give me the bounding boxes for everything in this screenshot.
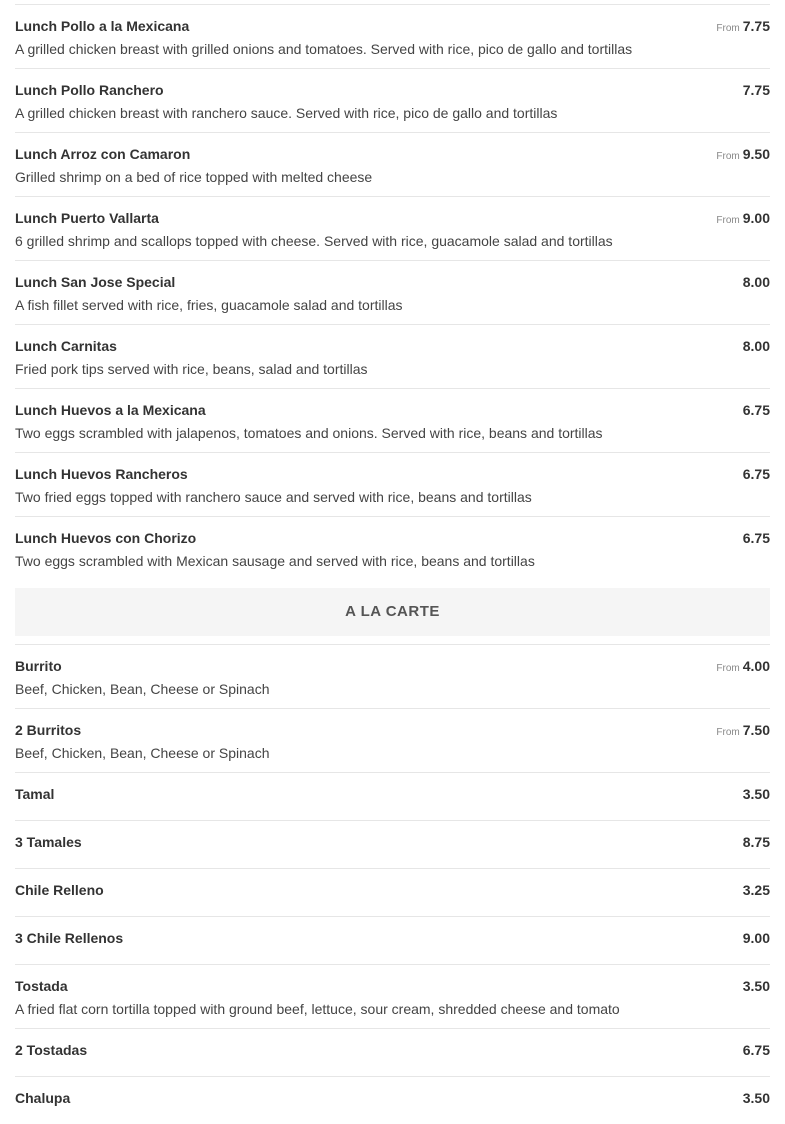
- menu-item-description: A fish fillet served with rice, fries, guacamole salad and tortillas: [15, 297, 403, 313]
- menu-item-name: Lunch Huevos con Chorizo: [15, 530, 197, 546]
- price-value: 6.75: [742, 530, 770, 546]
- menu-item-description: Grilled shrimp on a bed of rice topped with melted cheese: [15, 169, 373, 185]
- section-header-a-la-carte: A LA CARTE: [15, 588, 770, 636]
- menu-item[interactable]: [15, 196, 770, 260]
- menu-item-price: [716, 146, 770, 162]
- menu-item-name: Lunch Pollo a la Mexicana: [15, 18, 190, 34]
- menu-item-name: Burrito: [15, 658, 62, 674]
- menu-item-price: [743, 882, 770, 898]
- menu-item-name: Lunch Carnitas: [15, 338, 117, 354]
- menu-item-name: Lunch Pollo Ranchero: [15, 82, 164, 98]
- menu-item-price: [743, 338, 770, 354]
- menu-list: [15, 4, 770, 1124]
- menu-item-name: Lunch Puerto Vallarta: [15, 210, 159, 226]
- from-label: From: [716, 151, 740, 162]
- menu-item[interactable]: [15, 516, 770, 580]
- from-label: From: [716, 23, 740, 34]
- price-value: 7.75: [742, 18, 770, 34]
- from-label: From: [716, 663, 740, 674]
- price-value: 6.75: [742, 1042, 770, 1058]
- menu-item-name: Chalupa: [15, 1090, 71, 1106]
- price-value: 8.75: [742, 834, 770, 850]
- menu-item[interactable]: [15, 964, 770, 1028]
- menu-item-description: Fried pork tips served with rice, beans, salad and tortillas: [15, 361, 368, 377]
- price-value: 4.00: [742, 658, 770, 674]
- menu-item-description: Beef, Chicken, Bean, Cheese or Spinach: [15, 681, 270, 697]
- menu-item[interactable]: [15, 644, 770, 708]
- spacer: [15, 636, 770, 644]
- menu-item-name: Lunch Huevos a la Mexicana: [15, 402, 206, 418]
- menu-item-description: Two eggs scrambled with jalapenos, tomatoes and onions. Served with rice, beans and tortillas: [15, 425, 603, 441]
- menu-item[interactable]: [15, 452, 770, 516]
- menu-item-price: [743, 978, 770, 994]
- menu-item[interactable]: [15, 132, 770, 196]
- price-value: 3.25: [742, 882, 770, 898]
- menu-item-price: [716, 658, 770, 674]
- menu-item-price: [743, 786, 770, 802]
- price-value: 9.50: [742, 146, 770, 162]
- menu-item-price: [743, 1042, 770, 1058]
- menu-item-name: Tostada: [15, 978, 68, 994]
- menu-item[interactable]: [15, 708, 770, 772]
- from-label: From: [716, 727, 740, 738]
- price-value: 9.00: [742, 210, 770, 226]
- menu-item-price: [743, 530, 770, 546]
- menu-item-price: [743, 1090, 770, 1106]
- price-value: 3.50: [742, 1090, 770, 1106]
- menu-item[interactable]: [15, 868, 770, 916]
- price-value: 9.00: [742, 930, 770, 946]
- menu-item[interactable]: [15, 1076, 770, 1124]
- menu-item[interactable]: [15, 916, 770, 964]
- menu-item[interactable]: [15, 388, 770, 452]
- menu-item-name: Lunch Huevos Rancheros: [15, 466, 188, 482]
- menu-item[interactable]: [15, 1028, 770, 1076]
- menu-item-name: Lunch Arroz con Camaron: [15, 146, 191, 162]
- menu-item-price: [716, 722, 770, 738]
- menu-item[interactable]: [15, 68, 770, 132]
- menu-item-description: Two fried eggs topped with ranchero sauce and served with rice, beans and tortillas: [15, 489, 532, 505]
- menu-item[interactable]: [15, 820, 770, 868]
- menu-item-description: Two eggs scrambled with Mexican sausage and served with rice, beans and tortillas: [15, 553, 535, 569]
- menu-item-name: 2 Burritos: [15, 722, 82, 738]
- menu-item-name: 3 Tamales: [15, 834, 82, 850]
- menu-item-name: Lunch San Jose Special: [15, 274, 176, 290]
- menu-item[interactable]: [15, 772, 770, 820]
- menu-item[interactable]: [15, 260, 770, 324]
- price-value: 7.50: [742, 722, 770, 738]
- menu-item-price: [716, 210, 770, 226]
- menu-item-description: A fried flat corn tortilla topped with ground beef, lettuce, sour cream, shredded cheese and tomato: [15, 1001, 620, 1017]
- menu-item-price: [743, 82, 770, 98]
- menu-item-name: 2 Tostadas: [15, 1042, 88, 1058]
- menu-item-description: Beef, Chicken, Bean, Cheese or Spinach: [15, 745, 270, 761]
- menu-item[interactable]: [15, 4, 770, 68]
- lunch-section: [15, 4, 770, 580]
- price-value: 6.75: [742, 466, 770, 482]
- price-value: 3.50: [742, 786, 770, 802]
- menu-item-description: A grilled chicken breast with ranchero sauce. Served with rice, pico de gallo and tortillas: [15, 105, 558, 121]
- price-value: 7.75: [742, 82, 770, 98]
- menu-item-price: [743, 466, 770, 482]
- a-la-carte-section: [15, 644, 770, 1124]
- price-value: 8.00: [742, 338, 770, 354]
- menu-item-description: 6 grilled shrimp and scallops topped with cheese. Served with rice, guacamole salad and tortillas: [15, 233, 613, 249]
- menu-item-name: 3 Chile Rellenos: [15, 930, 124, 946]
- price-value: 3.50: [742, 978, 770, 994]
- menu-item-price: [743, 402, 770, 418]
- menu-item-description: A grilled chicken breast with grilled onions and tomatoes. Served with rice, pico de gallo and tortillas: [15, 41, 633, 57]
- price-value: 6.75: [742, 402, 770, 418]
- spacer: [15, 580, 770, 588]
- menu-item-price: [743, 930, 770, 946]
- price-value: 8.00: [742, 274, 770, 290]
- menu-item[interactable]: [15, 324, 770, 388]
- from-label: From: [716, 215, 740, 226]
- menu-item-name: Chile Relleno: [15, 882, 104, 898]
- menu-item-price: [743, 834, 770, 850]
- menu-item-price: [743, 274, 770, 290]
- menu-item-price: [716, 18, 770, 34]
- menu-item-name: Tamal: [15, 786, 55, 802]
